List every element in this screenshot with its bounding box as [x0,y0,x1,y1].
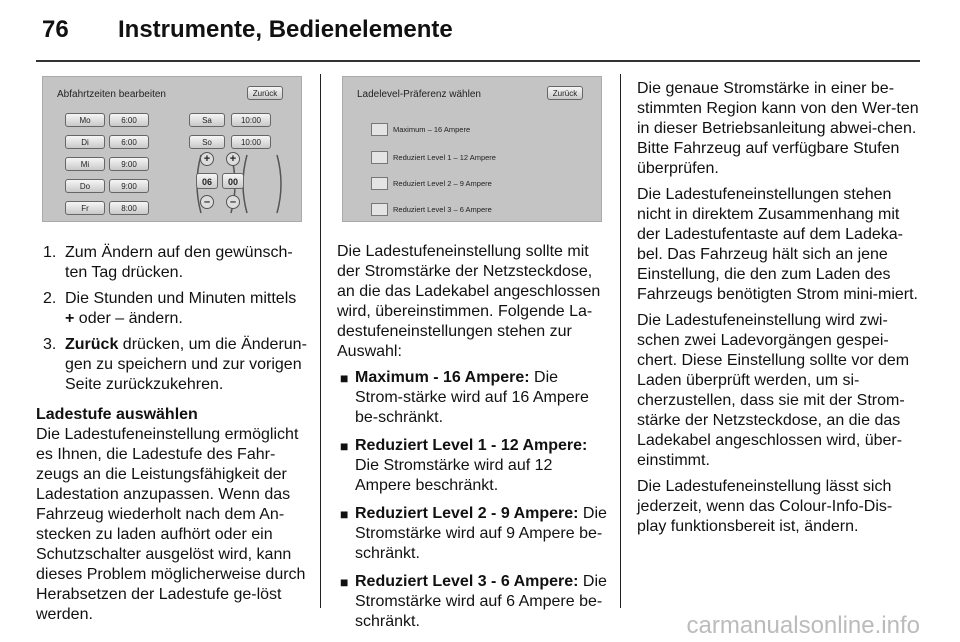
option-checkbox[interactable] [371,177,388,190]
page-title: Instrumente, Bedienelemente [118,16,453,43]
steps-list [36,243,308,395]
paragraph: Die Ladestufeneinstellung ermöglicht es Ihnen, die Ladestufe des Fahr-zeugs an die Leistungsfähigkeit der Ladestation anzupassen. Wenn das Fahrzeug wiederholt nach dem An-stecken zu laden aufhört oder ein Schutzschalter ausgelöst wird, kann dieses Problem möglicherweise durch Herabsetzen der Ladestufe ge-löst werden. [36,426,306,623]
column-divider [320,74,321,608]
list-item: 2. Die Stunden und Minuten mittels + oder – ändern. [43,290,297,327]
option-checkbox[interactable] [371,151,388,164]
page-number: 76 [42,16,69,43]
header-rule [36,60,920,62]
time-field[interactable]: 10:00 [231,113,271,127]
departure-times-screenshot [42,76,302,222]
option-label: Reduziert Level 2 – 9 Ampere [393,179,492,188]
day-button[interactable]: Di [65,135,105,149]
time-field[interactable]: 8:00 [109,201,149,215]
back-button[interactable]: Zurück [547,86,583,100]
section-heading: Ladestufe auswählen [36,406,198,423]
charge-level-screenshot [342,76,602,222]
day-button[interactable]: Mo [65,113,105,127]
paragraph: Die Ladestufeneinstellungen stehen nicht in direktem Zusammenhang mit der Ladestufentaste auf dem Ladeka-bel. Das Fahrzeug hält sich an jene Einstellung, die den zum Laden des Fahrzeugs benötigten Strom mini-miert. [637,186,918,303]
paragraph: Die Ladestufeneinstellung sollte mit der Stromstärke der Netzsteckdose, an die das Ladekabel angeschlossen wird, übereinstimmen. Folgende La-destufeneinstellungen stehen zur Auswahl: [337,243,601,360]
paragraph: Die Ladestufeneinstellung lässt sich jederzeit, wenn das Colour-Info-Dis-play funktionsbereit ist, ändern. [637,478,893,535]
day-button[interactable]: So [189,135,225,149]
list-item: ■ Maximum - 16 Ampere: Die Strom-stärke wird auf 16 Ampere be-schränkt. [340,369,589,426]
back-button[interactable]: Zurück [247,86,283,100]
option-checkbox[interactable] [371,123,388,136]
column-3 [637,79,921,543]
list-item: 3. Zurück drücken, um die Änderun-gen zu speichern und zur vorigen Seite zurückzukehren. [43,336,307,393]
hour-minus-button[interactable]: – [200,195,214,209]
time-field[interactable]: 6:00 [109,113,149,127]
time-field[interactable]: 10:00 [231,135,271,149]
paragraph: Die genaue Stromstärke in einer be-stimmten Region kann von den Wer-ten in dieser Betriebsanleitung abwei-chen. Bitte Fahrzeug auf verfügbare Stufen überprüfen. [637,80,919,177]
screen-title: Ladelevel-Präferenz wählen [357,89,481,100]
list-item: ■ Reduziert Level 3 - 6 Ampere: Die Stromstärke wird auf 6 Ampere be-schränkt. [340,573,607,630]
hour-field[interactable]: 06 [196,173,218,189]
day-button[interactable]: Mi [65,157,105,171]
watermark: carmanualsonline.info [686,612,920,639]
options-list [337,368,609,632]
column-divider [620,74,621,608]
paragraph: Die Ladestufeneinstellung wird zwi-schen zwei Ladevorgängen gespei-chert. Diese Einstellung sollte vor dem Laden überprüft werden, um si-cherzustellen, dass sie mit der Strom-stärke der Netzsteckdose, an die das Ladekabel angeschlossen wird, über-einstimmt. [637,312,910,469]
option-label: Reduziert Level 1 – 12 Ampere [393,153,496,162]
time-field[interactable]: 6:00 [109,135,149,149]
minute-field[interactable]: 00 [222,173,244,189]
option-label: Maximum – 16 Ampere [393,125,471,134]
day-button[interactable]: Do [65,179,105,193]
option-label: Reduziert Level 3 – 6 Ampere [393,205,492,214]
hour-plus-button[interactable]: + [200,152,214,166]
column-1 [36,243,308,631]
time-field[interactable]: 9:00 [109,157,149,171]
screen-title: Abfahrtzeiten bearbeiten [57,89,166,100]
option-checkbox[interactable] [371,203,388,216]
column-2 [337,242,609,640]
list-item: ■ Reduziert Level 2 - 9 Ampere: Die Stromstärke wird auf 9 Ampere be-schränkt. [340,505,607,562]
day-button[interactable]: Sa [189,113,225,127]
list-item: 1. Zum Ändern auf den gewünsch-ten Tag drücken. [43,244,293,281]
list-item: ■ Reduziert Level 1 - 12 Ampere: Die Stromstärke wird auf 12 Ampere beschränkt. [340,437,588,494]
day-button[interactable]: Fr [65,201,105,215]
minute-plus-button[interactable]: + [226,152,240,166]
minute-minus-button[interactable]: – [226,195,240,209]
time-field[interactable]: 9:00 [109,179,149,193]
